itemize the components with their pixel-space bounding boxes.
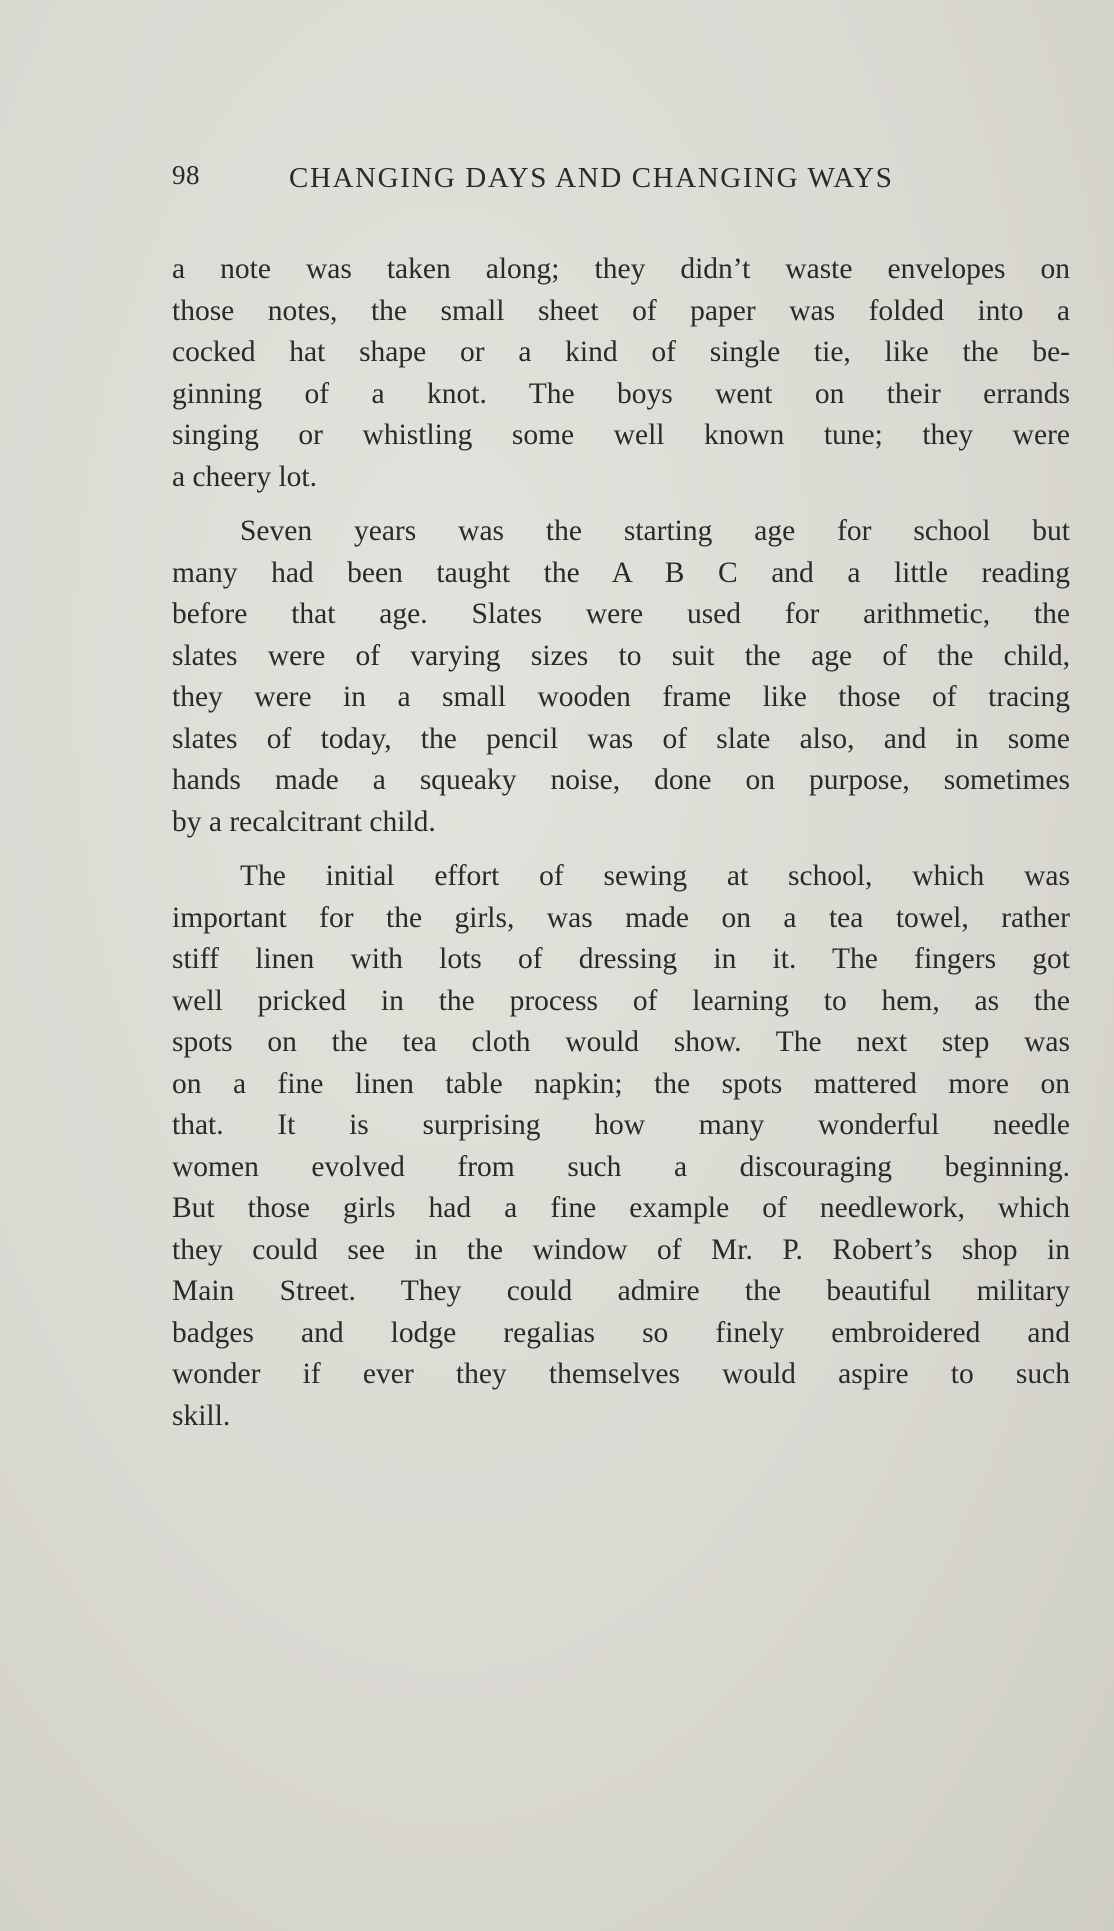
text-line: spots on the tea cloth would show. The next step was bbox=[172, 1026, 1070, 1058]
page-number: 98 bbox=[172, 160, 200, 190]
text-line: they could see in the window of Mr. P. Robert’s shop in bbox=[172, 1233, 1070, 1266]
text-line: women evolved from such a discouraging beginning. bbox=[172, 1150, 1070, 1183]
running-title: CHANGING DAYS AND CHANGING WAYS bbox=[289, 162, 894, 194]
text-line: on a fine linen table napkin; the spots mattered more on bbox=[172, 1067, 1070, 1100]
paragraph-3 bbox=[172, 856, 1070, 1437]
text-line: The initial effort of sewing at school, which was bbox=[240, 860, 1070, 892]
text-line: a cheery lot. bbox=[172, 460, 317, 493]
text-line: Seven years was the starting age for school but bbox=[240, 515, 1070, 547]
text-line: stiff linen with lots of dressing in it. The fingers got bbox=[172, 943, 1070, 975]
text-line: ginning of a knot. The boys went on their errands bbox=[172, 377, 1070, 410]
text-line: by a recalcitrant child. bbox=[172, 805, 436, 838]
paragraph-1 bbox=[172, 249, 1070, 498]
text-line: slates were of varying sizes to suit the age of the child, bbox=[172, 639, 1070, 672]
text-line: badges and lodge regalias so finely embroidered and bbox=[172, 1316, 1070, 1349]
text-line: Main Street. They could admire the beautiful military bbox=[172, 1275, 1070, 1307]
running-head bbox=[172, 160, 962, 200]
text-line: important for the girls, was made on a tea towel, rather bbox=[172, 901, 1070, 934]
paragraph-2 bbox=[172, 511, 1070, 843]
text-line: that. It is surprising how many wonderful needle bbox=[172, 1109, 1070, 1141]
text-line: they were in a small wooden frame like those of tracing bbox=[172, 681, 1070, 713]
text-line: a note was taken along; they didn’t waste envelopes on bbox=[172, 253, 1070, 285]
text-line: well pricked in the process of learning to hem, as the bbox=[172, 984, 1070, 1017]
body-text bbox=[172, 249, 1070, 1450]
text-line: singing or whistling some well known tune; they were bbox=[172, 419, 1070, 451]
text-line: hands made a squeaky noise, done on purpose, sometimes bbox=[172, 764, 1070, 796]
text-line: skill. bbox=[172, 1399, 231, 1432]
text-line: slates of today, the pencil was of slate also, and in some bbox=[172, 722, 1070, 755]
text-line: many had been taught the A B C and a little reading bbox=[172, 556, 1070, 589]
text-line: before that age. Slates were used for arithmetic, the bbox=[172, 598, 1070, 630]
text-line: those notes, the small sheet of paper was folded into a bbox=[172, 294, 1070, 327]
text-line: wonder if ever they themselves would aspire to such bbox=[172, 1358, 1070, 1390]
text-line: But those girls had a fine example of needlework, which bbox=[172, 1192, 1070, 1224]
text-line: cocked hat shape or a kind of single tie, like the be- bbox=[172, 336, 1070, 368]
